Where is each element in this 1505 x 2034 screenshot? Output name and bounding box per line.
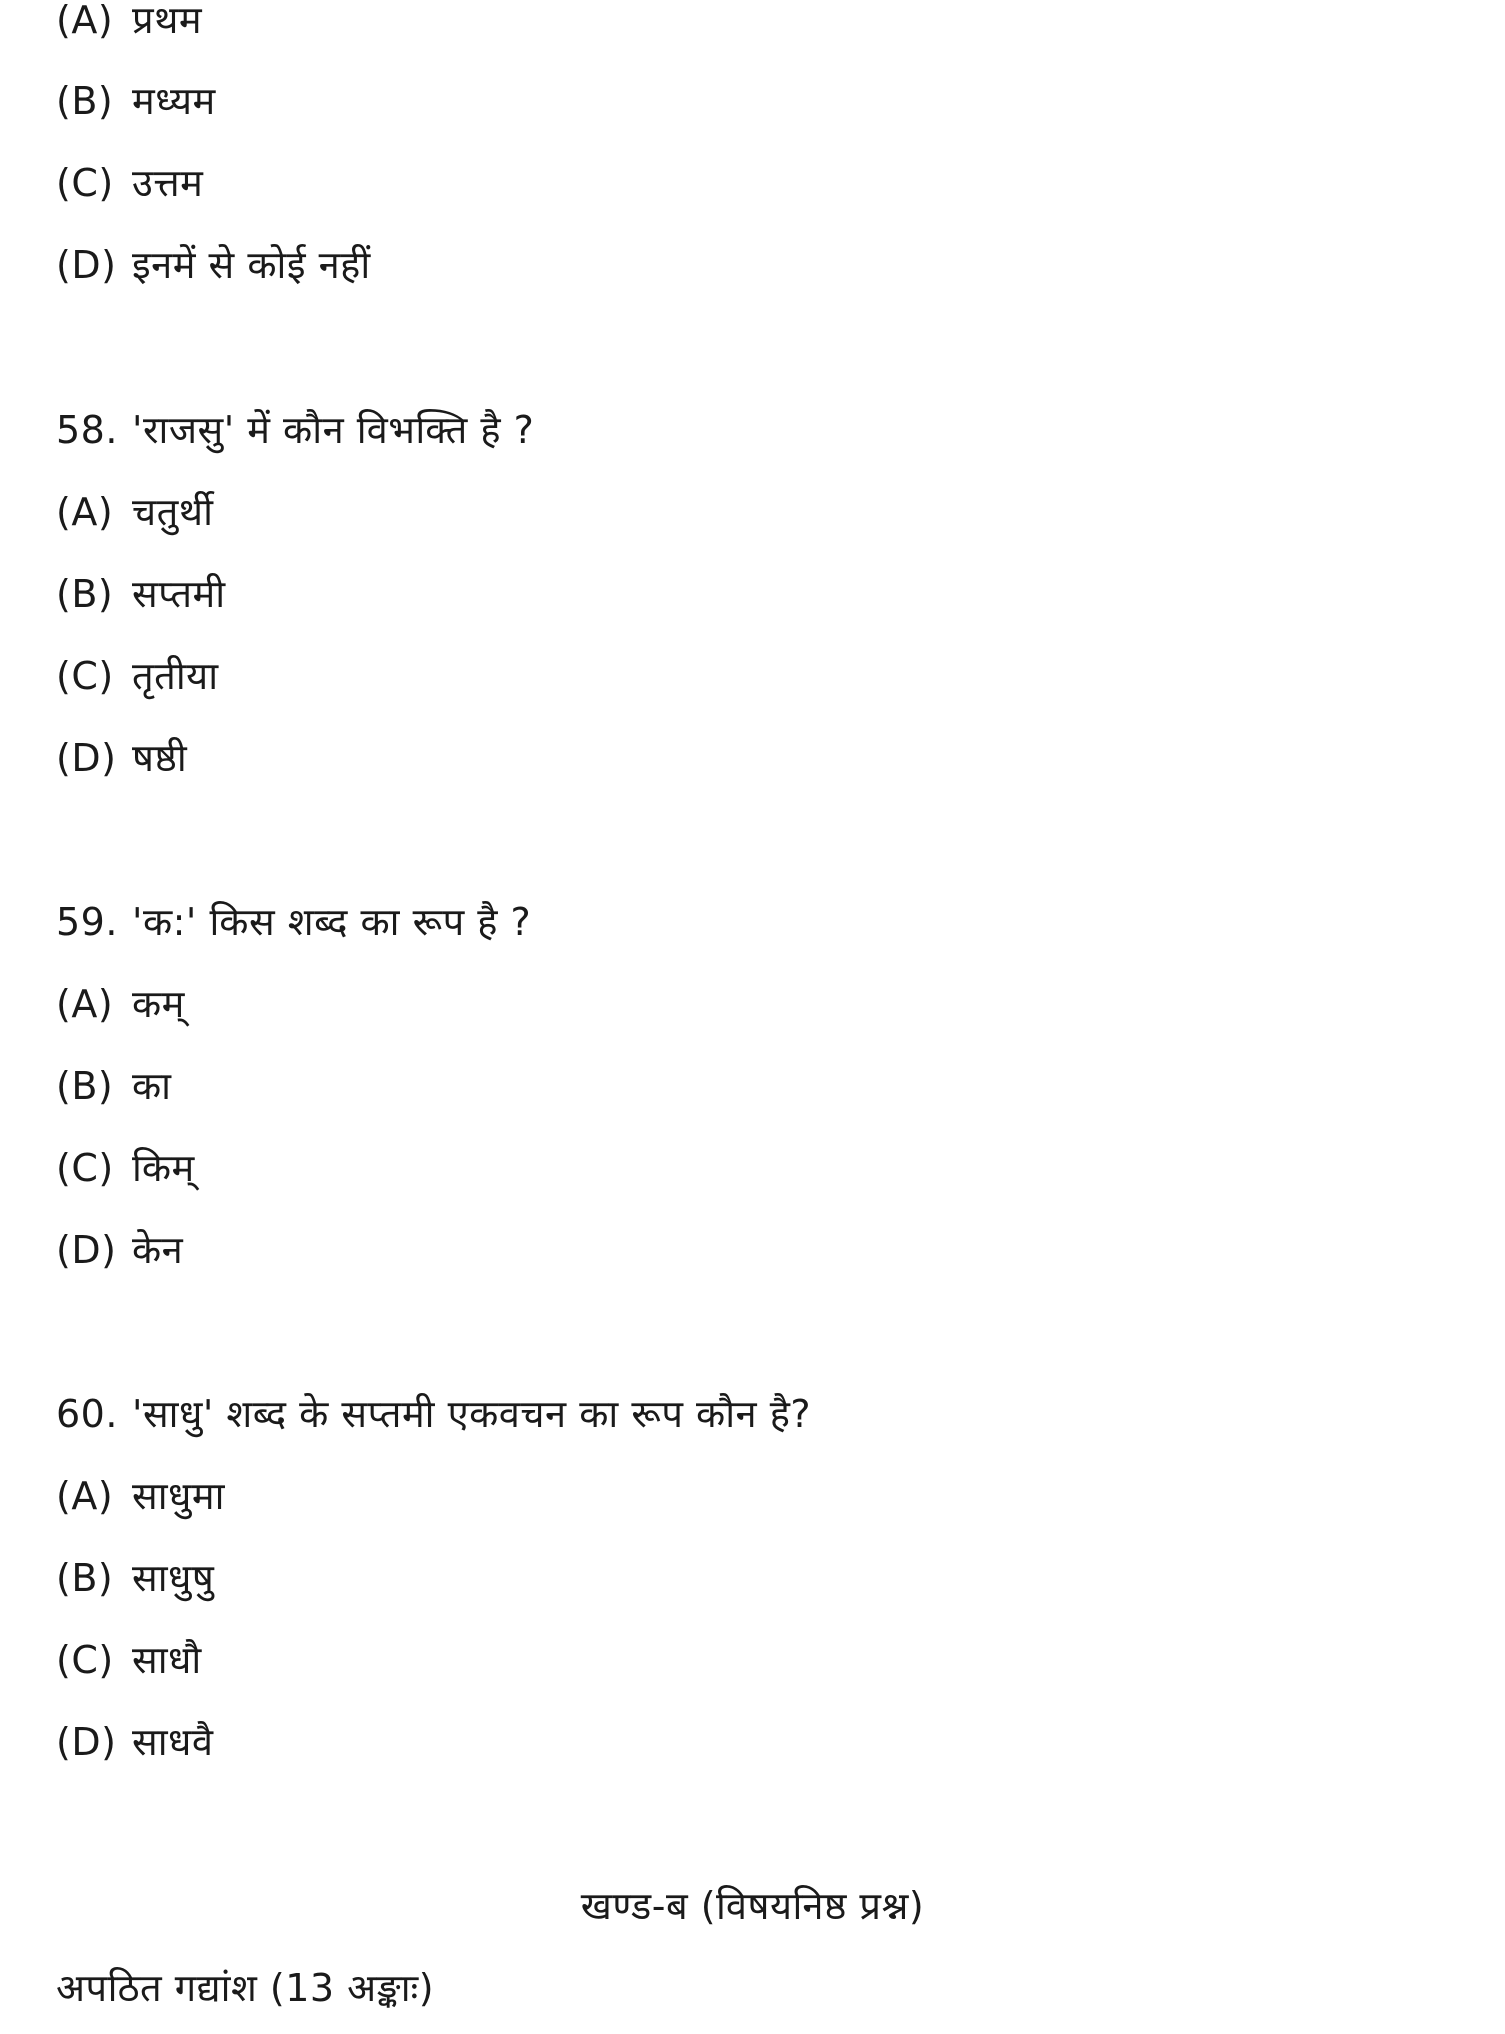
option-text: मध्यम xyxy=(132,79,216,123)
option-label: (C) xyxy=(56,1146,114,1190)
option-text: उत्तम xyxy=(132,161,204,205)
option-label: (C) xyxy=(56,654,114,698)
question-stem: 'क:' किस शब्द का रूप है ? xyxy=(132,900,532,944)
option-text: प्रथम xyxy=(132,0,203,42)
option-text: साधौ xyxy=(132,1638,202,1682)
option-text: तृतीया xyxy=(132,654,219,698)
option-label: (A) xyxy=(56,490,114,534)
option-text: सप्तमी xyxy=(132,572,226,616)
option-a xyxy=(56,487,213,537)
question-number: 59. xyxy=(56,900,118,944)
option-label: (C) xyxy=(56,161,114,205)
option-text: साधुषु xyxy=(132,1556,215,1600)
question-number: 60. xyxy=(56,1392,118,1436)
option-a xyxy=(56,1471,225,1521)
question-number: 58. xyxy=(56,408,118,452)
option-text: कम् xyxy=(132,982,185,1026)
question-text xyxy=(56,1389,811,1439)
option-label: (D) xyxy=(56,243,117,287)
option-label: (B) xyxy=(56,1556,114,1600)
option-d xyxy=(56,733,187,783)
question-text xyxy=(56,405,534,455)
option-text: किम् xyxy=(132,1146,195,1190)
option-text: साधवै xyxy=(132,1720,214,1764)
option-d xyxy=(56,1225,183,1275)
option-label: (D) xyxy=(56,736,117,780)
option-b xyxy=(56,76,216,126)
question-stem: 'साधु' शब्द के सप्तमी एकवचन का रूप कौन है? xyxy=(132,1392,812,1436)
option-label: (D) xyxy=(56,1228,117,1272)
option-c xyxy=(56,1635,202,1685)
option-label: (B) xyxy=(56,572,114,616)
option-d xyxy=(56,1717,214,1767)
option-label: (C) xyxy=(56,1638,114,1682)
option-text: चतुर्थी xyxy=(132,490,214,534)
option-text: का xyxy=(132,1064,172,1108)
option-text: केन xyxy=(132,1228,184,1272)
question-text xyxy=(56,897,531,947)
option-b xyxy=(56,569,226,619)
option-label: (A) xyxy=(56,982,114,1026)
option-d xyxy=(56,240,371,290)
option-c xyxy=(56,651,219,701)
option-a xyxy=(56,979,185,1029)
section-heading: खण्ड-ब (विषयनिष्ठ प्रश्न) xyxy=(580,1884,925,1928)
option-text: साधुमा xyxy=(132,1474,225,1518)
option-b xyxy=(56,1061,172,1111)
option-label: (A) xyxy=(56,1474,114,1518)
option-a xyxy=(56,0,202,45)
option-c xyxy=(56,158,203,208)
option-text: इनमें से कोई नहीं xyxy=(132,243,371,287)
option-c xyxy=(56,1143,195,1193)
option-label: (D) xyxy=(56,1720,117,1764)
option-text: षष्ठी xyxy=(132,736,188,780)
option-b xyxy=(56,1553,214,1603)
option-label: (B) xyxy=(56,1064,114,1108)
section-subheading: अपठित गद्यांश (13 अङ्काः) xyxy=(56,1966,435,2010)
question-stem: 'राजसु' में कौन विभक्ति है ? xyxy=(132,408,535,452)
option-label: (B) xyxy=(56,79,114,123)
option-label: (A) xyxy=(56,0,114,42)
